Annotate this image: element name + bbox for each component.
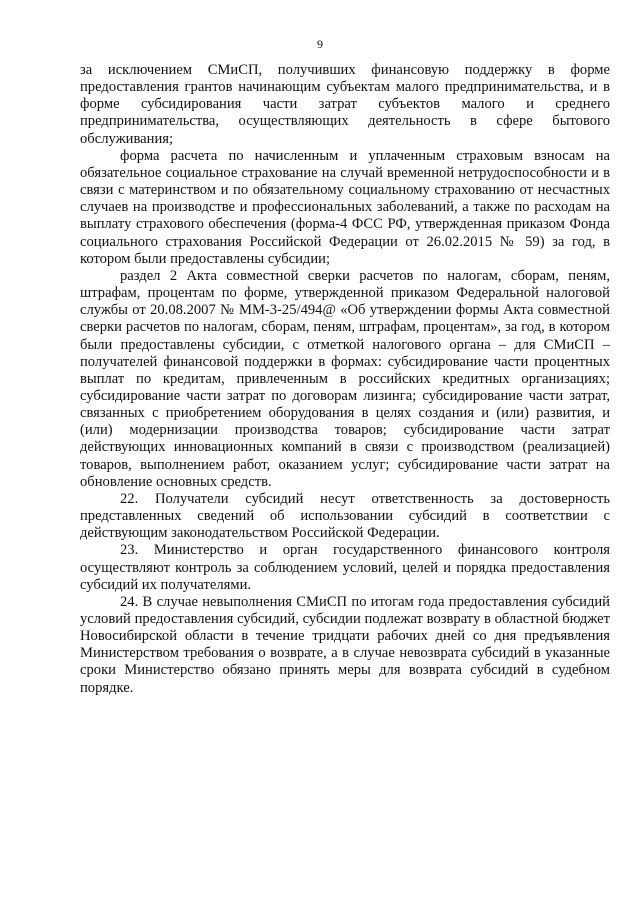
paragraph-continuation: за исключением СМиСП, получивших финансовую поддержку в форме предоставления грантов начинающим субъектам малого предпринимательства, и в форме субсидирования части затрат субъектов малого и среднего предпринимательства, осуществляющих деятельность в сфере бытового обслуживания; [80, 62, 610, 147]
paragraph-fss-form: форма расчета по начисленным и уплаченным страховым взносам на обязательное социальное страхование на случай временной нетрудоспособности и в связи с материнством и по обязательному социальному страхованию от несчастных случаев на производстве и профессиональных заболеваний, а также по расходам на выплату страхового обеспечения (форма-4 ФСС РФ, утвержденная приказом Фонда социального страхования Российской Федерации от 26.02.2015 № 59) за год, в котором были предоставлены субсидии; [80, 147, 610, 267]
page-number: 9 [317, 37, 323, 51]
document-body [80, 62, 610, 697]
paragraph-clause-22: 22. Получатели субсидий несут ответственность за достоверность представленных сведений об использовании субсидий в соответствии с действующим законодательством Российской Федерации. [80, 490, 610, 542]
paragraph-tax-reconciliation: раздел 2 Акта совместной сверки расчетов по налогам, сборам, пеням, штрафам, процентам по форме, утвержденной приказом Федеральной налоговой службы от 20.08.2007 № ММ-3-25/494@ «Об утверждении формы Акта совместной сверки расчетов по налогам, сборам, пеням, штрафам, процентам», за год, в котором были предоставлены субсидии, с отметкой налогового органа – для СМиСП – получателей финансовой поддержки в формах: субсидирование части процентных выплат по кредитам, привлеченным в российских кредитных организациях; субсидирование части затрат по договорам лизинга; субсидирование части затрат, связанных с приобретением оборудования в целях создания и (или) развития, и (или) модернизации производства товаров; субсидирование части затрат действующих инновационных компаний в связи с производством (реализацией) товаров, выполнением работ, оказанием услуг; субсидирование части затрат на обновление основных средств. [80, 267, 610, 490]
paragraph-clause-23: 23. Министерство и орган государственного финансового контроля осуществляют контроль за соблюдением условий, целей и порядка предоставления субсидий их получателями. [80, 542, 610, 593]
paragraph-clause-24: 24. В случае невыполнения СМиСП по итогам года предоставления субсидий условий предоставления субсидий, субсидии подлежат возврату в областной бюджет Новосибирской области в течение тридцати рабочих дней со дня предъявления Министерством требования о возврате, а в случае невозврата субсидий в указанные сроки Министерство обязано принять меры для возврата субсидий в судебном порядке. [80, 593, 610, 696]
